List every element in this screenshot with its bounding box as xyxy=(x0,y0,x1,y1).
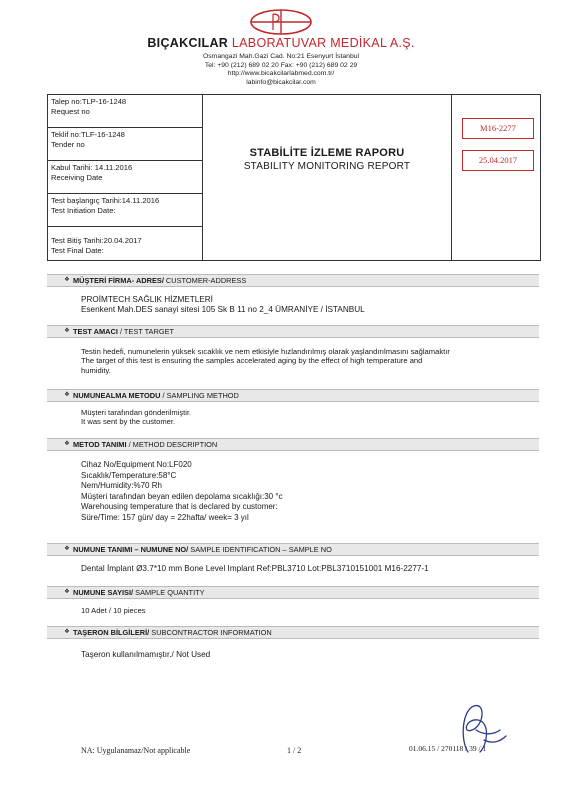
method-description-text xyxy=(81,460,521,524)
body-line: It was sent by the customer. xyxy=(81,417,176,427)
section-title-tr: TAŞERON BİLGİLERİ/ xyxy=(73,628,150,637)
phone-line: Tel: +90 (212) 689 02 20 Fax: +90 (212) 689 02 29 xyxy=(204,61,358,69)
tender-no-tr: Teklif no:TLF-16-1248 xyxy=(51,130,125,139)
report-code-stamp: M16-2277 xyxy=(462,118,534,139)
diamond-bullet-icon: ❖ xyxy=(64,277,70,283)
diamond-bullet-icon: ❖ xyxy=(64,328,70,334)
storage-temperature-tr: Müşteri tarafından beyan edilen depolama sıcaklığı:30 °c xyxy=(81,491,283,501)
body-line: Testin hedefi, numunelerin yüksek sıcaklık ve nem etkisiyle hızlandırılmış olarak yaşlandırılmasını sağlamaktır xyxy=(81,347,450,356)
tender-no-cell xyxy=(48,128,202,161)
initiation-date-en: Test Initiation Date: xyxy=(51,206,116,215)
section-title-tr: TEST AMACI xyxy=(73,327,118,336)
sample-quantity-text xyxy=(81,606,521,615)
body-line: The target of this test is ensuring the samples accelerated aging by the effect of high temperature and xyxy=(81,356,423,366)
company-logo-emblem xyxy=(249,8,313,36)
section-title-tr: MÜŞTERİ FİRMA- ADRES/ xyxy=(73,276,164,285)
report-stamp-column xyxy=(451,95,541,260)
subcontractor-info: Taşeron kullanılmamıştır./ Not Used xyxy=(81,650,211,659)
website-line: http://www.bicakcilarlabmed.com.tr/ xyxy=(227,70,335,78)
customer-address-text xyxy=(81,295,521,315)
equipment-no: Cihaz No/Equipment No:LF020 xyxy=(81,460,192,469)
tender-no-en: Tender no xyxy=(51,140,85,149)
section-title-tr: METOD TANIMI xyxy=(73,440,127,449)
section-header-customer xyxy=(47,274,539,287)
body-line: humidity. xyxy=(81,365,111,375)
receiving-date-en: Receiving Date xyxy=(51,173,103,182)
sample-description: Dental İmplant Ø3.7*10 mm Bone Level Implant Ref:PBL3710 Lot:PBL3710151001 M16-2277-1 xyxy=(81,564,429,573)
brand-name-main: BIÇAKCILAR xyxy=(147,36,229,50)
page-number: 1 / 2 xyxy=(287,746,302,755)
final-date-en: Test Final Date: xyxy=(51,246,104,255)
humidity: Nem/Humidity:%70 Rh xyxy=(81,481,162,491)
section-header-subcontractor xyxy=(47,626,539,639)
address-line: Osmangazi Mah.Gazi Cad. No:21 Esenyurt İstanbul xyxy=(202,53,360,60)
brand-name xyxy=(0,36,562,50)
brand-name-sub: LABORATUVAR MEDİKAL A.Ş. xyxy=(231,36,415,50)
customer-name: PROİMTECH SAĞLIK HİZMETLERİ xyxy=(81,295,213,304)
section-title-en: SUBCONTRACTOR INFORMATION xyxy=(149,628,272,637)
section-title-en: CUSTOMER-ADDRESS xyxy=(163,276,247,285)
final-date-tr: Test Bitiş Tarihi:20.04.2017 xyxy=(51,236,142,245)
section-title-tr: NUMUNE SAYISI/ xyxy=(73,588,134,597)
report-info-left-column xyxy=(48,95,203,260)
diamond-bullet-icon: ❖ xyxy=(64,629,70,635)
section-title-tr: NUMUNEALMA METODU xyxy=(73,391,161,400)
sample-identification-text xyxy=(81,564,521,573)
section-header-sample-quantity xyxy=(47,586,539,599)
report-title xyxy=(203,147,451,172)
test-target-text xyxy=(81,347,521,375)
section-title-en: / METHOD DESCRIPTION xyxy=(126,440,218,449)
section-title-en: / SAMPLING METHOD xyxy=(160,391,239,400)
section-header-sample-identification xyxy=(47,543,539,556)
section-header-test-target xyxy=(47,325,539,338)
temperature: Sıcaklık/Temperature:58°C xyxy=(81,470,177,480)
email-line: labinfo@bicakcilar.com xyxy=(246,78,316,86)
initiation-date-cell xyxy=(48,194,202,227)
sampling-method-text xyxy=(81,408,521,427)
sample-quantity: 10 Adet / 10 pieces xyxy=(81,606,146,615)
section-title-en: SAMPLE IDENTIFICATION – SAMPLE NO xyxy=(188,545,332,554)
report-title-tr: STABİLİTE İZLEME RAPORU xyxy=(249,147,405,159)
report-info-table xyxy=(47,94,541,261)
diamond-bullet-icon: ❖ xyxy=(64,441,70,447)
section-title-en: SAMPLE QUANTITY xyxy=(133,588,205,597)
customer-address: Esenkent Mah.DES sanayi sitesi 105 Sk B 11 no 2_4 ÜMRANİYE / İSTANBUL xyxy=(81,305,365,314)
storage-temperature-en: Warehousing temperature that is declared by customer: xyxy=(81,502,278,512)
receiving-date-tr: Kabul Tarihi: 14.11.2016 xyxy=(51,163,133,172)
report-date-stamp: 25.04.2017 xyxy=(462,150,534,171)
diamond-bullet-icon: ❖ xyxy=(64,589,70,595)
section-title-tr: NUMUNE TANIMI – NUMUNE NO/ xyxy=(73,545,189,554)
section-header-method-description xyxy=(47,438,539,451)
request-no-en: Request no xyxy=(51,107,90,116)
subcontractor-text xyxy=(81,650,521,659)
initiation-date-tr: Test başlangıç Tarihi:14.11.2016 xyxy=(51,196,160,205)
report-title-en: STABILITY MONITORING REPORT xyxy=(243,161,411,172)
request-no-tr: Talep no:TLP-16-1248 xyxy=(51,97,127,106)
company-address xyxy=(0,53,562,87)
receiving-date-cell xyxy=(48,161,202,194)
section-header-sampling-method xyxy=(47,389,539,402)
footer-abbreviation-note: NA: Uygulanamaz/Not applicable xyxy=(81,746,191,755)
duration: Süre/Time: 157 gün/ day = 22hafta/ week= 3 yıl xyxy=(81,512,249,522)
request-no-cell xyxy=(48,95,202,128)
diamond-bullet-icon: ❖ xyxy=(64,392,70,398)
final-date-cell xyxy=(48,227,202,260)
diamond-bullet-icon: ❖ xyxy=(64,546,70,552)
body-line: Müşteri tarafından gönderilmiştir. xyxy=(81,408,192,417)
section-title-en: / TEST TARGET xyxy=(117,327,175,336)
document-reference: 01.06.15 / 270118 / 39 / 1 xyxy=(409,744,487,753)
